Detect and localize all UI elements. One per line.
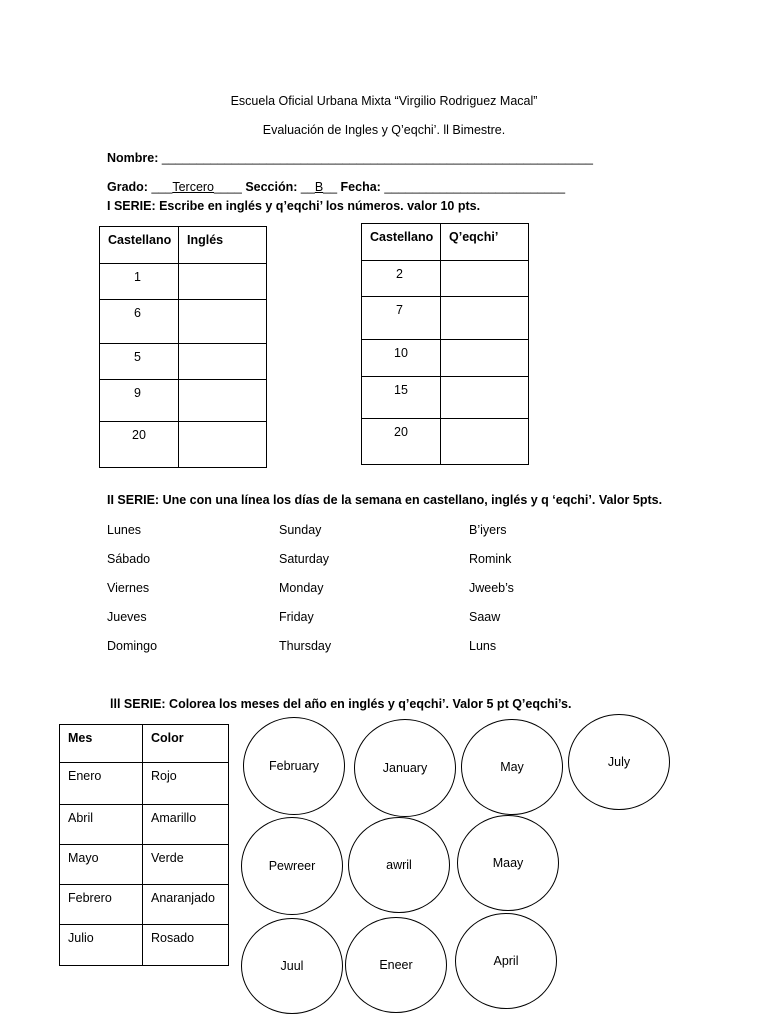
header-castellano: Castellano bbox=[100, 227, 179, 264]
month-circle[interactable] bbox=[345, 917, 447, 1013]
answer-cell[interactable] bbox=[441, 297, 529, 340]
fecha-label: Fecha: bbox=[340, 180, 381, 194]
day-qeqchi: Saaw bbox=[469, 610, 501, 624]
month-circle-label: February bbox=[268, 759, 320, 773]
serie3-heading: lll SERIE: Colorea los meses del año en inglés y q’eqchi’. Valor 5 pt Q’eqchi’s. bbox=[110, 697, 572, 711]
seccion-line-post: __ bbox=[323, 180, 338, 194]
number-cell: 6 bbox=[100, 300, 179, 344]
month-circle-label: July bbox=[607, 755, 631, 769]
nombre-label: Nombre: bbox=[107, 151, 159, 165]
numbers-qeqchi-table bbox=[361, 223, 529, 465]
month-cell: Julio bbox=[60, 925, 143, 966]
month-cell: Mayo bbox=[60, 845, 143, 885]
color-cell: Verde bbox=[143, 845, 229, 885]
color-cell: Rosado bbox=[143, 925, 229, 966]
header-qeqchi: Q’eqchi’ bbox=[441, 224, 529, 261]
month-circle[interactable] bbox=[348, 817, 450, 913]
grado-line-pre: ___ bbox=[151, 180, 173, 194]
serie1-heading: I SERIE: Escribe en inglés y q’eqchi’ los números. valor 10 pts. bbox=[107, 199, 481, 213]
month-cell: Abril bbox=[60, 805, 143, 845]
header-ingles: Inglés bbox=[179, 227, 267, 264]
month-circle-label: Eneer bbox=[379, 958, 413, 972]
fecha-line[interactable]: __________________________ bbox=[384, 180, 566, 194]
day-ingles: Sunday bbox=[279, 523, 322, 537]
answer-cell[interactable] bbox=[441, 340, 529, 377]
answer-cell[interactable] bbox=[441, 377, 529, 419]
month-circle[interactable] bbox=[457, 815, 559, 911]
number-cell: 9 bbox=[100, 380, 179, 422]
header-color: Color bbox=[143, 725, 229, 763]
month-circle[interactable] bbox=[354, 719, 456, 817]
month-circle-label: awril bbox=[386, 858, 412, 872]
day-qeqchi: Romink bbox=[469, 552, 512, 566]
month-cell: Febrero bbox=[60, 885, 143, 925]
month-circle[interactable] bbox=[243, 717, 345, 815]
header-mes: Mes bbox=[60, 725, 143, 763]
month-circle-label: Juul bbox=[280, 959, 304, 973]
serie2-heading: II SERIE: Une con una línea los días de la semana en castellano, inglés y q ‘eqchi’. Valor 5pts. bbox=[107, 493, 663, 507]
grado-row bbox=[107, 180, 565, 194]
color-cell: Rojo bbox=[143, 763, 229, 805]
header-castellano: Castellano bbox=[362, 224, 441, 261]
seccion-label: Sección: bbox=[245, 180, 298, 194]
month-circle-label: Pewreer bbox=[268, 859, 316, 873]
day-castellano: Jueves bbox=[107, 610, 147, 624]
day-castellano: Lunes bbox=[107, 523, 142, 537]
day-castellano: Sábado bbox=[107, 552, 151, 566]
day-qeqchi: Jweeb’s bbox=[469, 581, 514, 595]
number-cell: 10 bbox=[362, 340, 441, 377]
month-circle[interactable] bbox=[241, 817, 343, 915]
color-cell: Anaranjado bbox=[143, 885, 229, 925]
month-circle[interactable] bbox=[455, 913, 557, 1009]
school-name: Escuela Oficial Urbana Mixta “Virgilio Rodriguez Macal” bbox=[230, 94, 538, 108]
grado-value[interactable]: Tercero bbox=[172, 180, 215, 194]
seccion-value[interactable]: B bbox=[314, 180, 324, 194]
month-circle-label: Maay bbox=[492, 856, 524, 870]
number-cell: 20 bbox=[100, 422, 179, 468]
number-cell: 5 bbox=[100, 344, 179, 380]
answer-cell[interactable] bbox=[179, 344, 267, 380]
month-circle-label: April bbox=[493, 954, 519, 968]
answer-cell[interactable] bbox=[179, 264, 267, 300]
grado-label: Grado: bbox=[107, 180, 148, 194]
numbers-ingles-table bbox=[99, 226, 267, 468]
day-qeqchi: B’iyers bbox=[469, 523, 507, 537]
month-cell: Enero bbox=[60, 763, 143, 805]
month-circle[interactable] bbox=[241, 918, 343, 1014]
day-ingles: Monday bbox=[279, 581, 324, 595]
month-circle[interactable] bbox=[461, 719, 563, 815]
answer-cell[interactable] bbox=[179, 300, 267, 344]
month-circle[interactable] bbox=[568, 714, 670, 810]
number-cell: 15 bbox=[362, 377, 441, 419]
month-circle-label: May bbox=[500, 760, 524, 774]
answer-cell[interactable] bbox=[179, 422, 267, 468]
day-ingles: Friday bbox=[279, 610, 314, 624]
seccion-line-pre: __ bbox=[300, 180, 315, 194]
number-cell: 2 bbox=[362, 261, 441, 297]
month-circle-label: January bbox=[382, 761, 428, 775]
grado-line-post: ____ bbox=[214, 180, 242, 194]
months-color-table bbox=[59, 724, 229, 966]
day-castellano: Viernes bbox=[107, 581, 150, 595]
answer-cell[interactable] bbox=[441, 419, 529, 465]
day-qeqchi: Luns bbox=[469, 639, 497, 653]
number-cell: 7 bbox=[362, 297, 441, 340]
number-cell: 20 bbox=[362, 419, 441, 465]
exam-title: Evaluación de Ingles y Q’eqchi’. ll Bimestre. bbox=[262, 123, 506, 137]
number-cell: 1 bbox=[100, 264, 179, 300]
color-cell: Amarillo bbox=[143, 805, 229, 845]
day-ingles: Saturday bbox=[279, 552, 330, 566]
day-castellano: Domingo bbox=[107, 639, 158, 653]
answer-cell[interactable] bbox=[179, 380, 267, 422]
answer-cell[interactable] bbox=[441, 261, 529, 297]
day-ingles: Thursday bbox=[279, 639, 332, 653]
nombre-line[interactable]: ______________________________________________________________ bbox=[161, 151, 593, 165]
nombre-row bbox=[107, 151, 593, 165]
